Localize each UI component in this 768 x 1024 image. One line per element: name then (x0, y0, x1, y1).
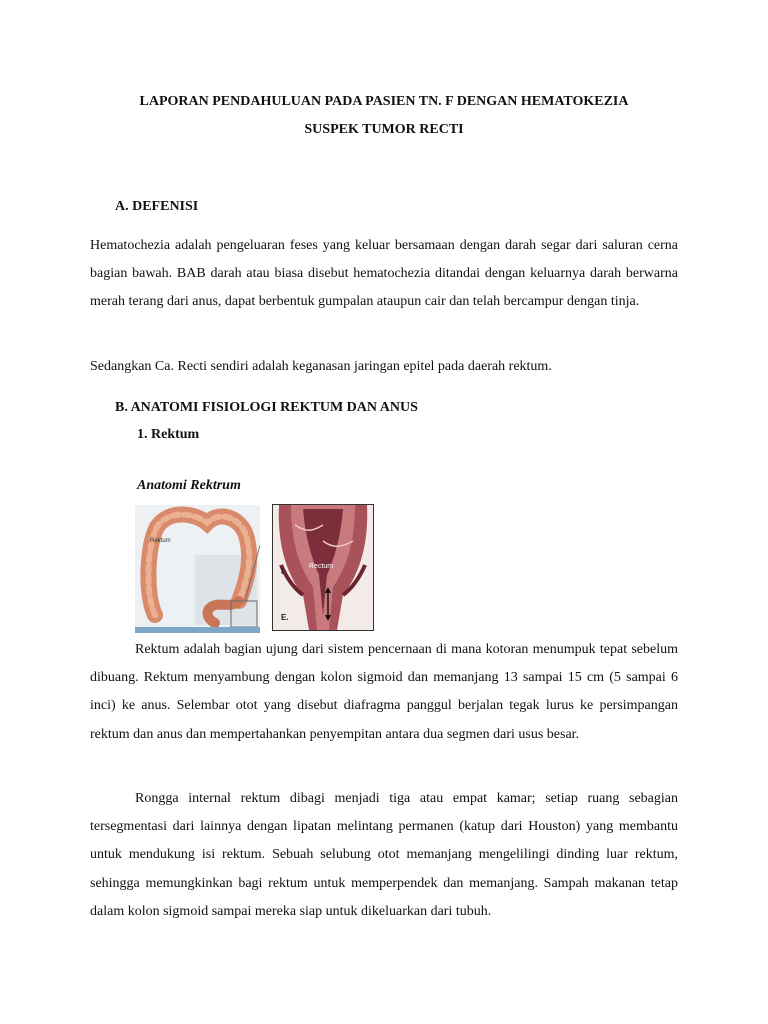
colon-illustration (135, 505, 260, 633)
colon-label: Rektum (150, 538, 171, 544)
figure-letter-e: E. (281, 613, 289, 622)
colon-anatomy-image (135, 505, 260, 633)
figure-letter-i: I. (281, 567, 286, 576)
document-title-line-2: SUSPEK TUMOR RECTI (304, 122, 464, 137)
figure-caption: Anatomi Rektrum (137, 478, 241, 493)
section-a-heading: A. DEFENISI (115, 199, 199, 214)
rektum-paragraph-1: Rektum adalah bagian ujung dari sistem pencernaan di mana kotoran menumpuk tepat sebelum dibuang. Rektum menyambung dengan kolon sigmoid dan memanjang 13 sampai 15 cm (5 sampai 6 inci) ke anus. Selembar otot yang disebut diafragma panggul berjalan tegak lurus ke persimpangan rektum dan anus dan mempertahankan penyempitan antara dua segmen dari usus besar. (90, 642, 678, 742)
subsection-rektum-heading: 1. Rektum (137, 427, 200, 442)
document-title-line-1: LAPORAN PENDAHULUAN PADA PASIEN TN. F DENGAN HEMATOKEZIA (139, 94, 629, 109)
section-b-heading: B. ANATOMI FISIOLOGI REKTUM DAN ANUS (115, 400, 418, 415)
section-a-paragraph-1: Hematochezia adalah pengeluaran feses yang keluar bersamaan dengan darah segar dari saluran cerna bagian bawah. BAB darah atau biasa disebut hematochezia ditandai dengan keluarnya darah berwarna merah terang dari anus, dapat berbentuk gumpalan ataupun cair dan telah bercampur dengan tinja. (90, 238, 678, 310)
section-a-paragraph-2: Sedangkan Ca. Recti sendiri adalah keganasan jaringan epitel pada daerah rektum. (90, 359, 552, 374)
rektum-paragraph-2: Rongga internal rektum dibagi menjadi tiga atau empat kamar; setiap ruang sebagian tersegmentasi dari lainnya dengan lipatan melintang permanen (katup dari Houston) yang membantu untuk mendukung isi rektum. Sebuah selubung otot memanjang mengelilingi dinding luar rektum, sehingga memungkinkan bagi rektum untuk memperpendek dan memanjang. Sampah makanan tetap dalam kolon sigmoid sampai mereka siap untuk dikeluarkan dari tubuh. (90, 791, 678, 919)
rectum-cross-section-image (272, 504, 374, 631)
rectum-label: Rectum (309, 563, 334, 570)
